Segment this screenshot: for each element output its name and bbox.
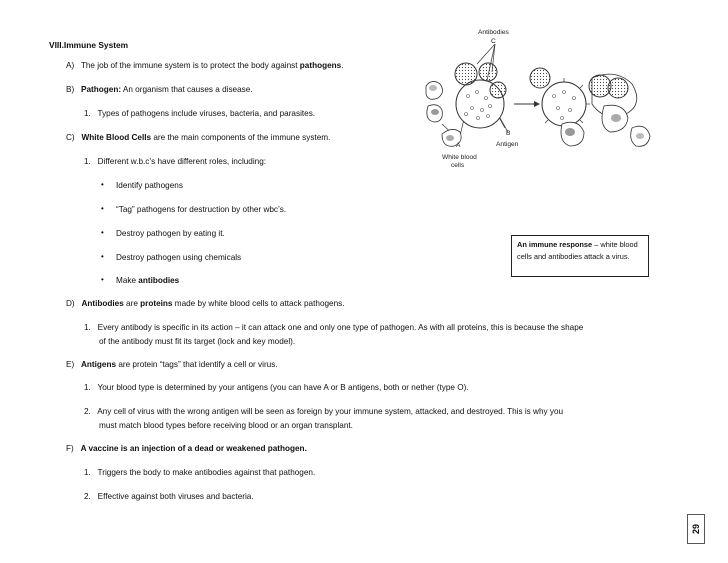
- item-e1: [84, 383, 469, 393]
- bullet-dot: •: [101, 228, 104, 237]
- item-e: [66, 360, 278, 370]
- item-f2: [84, 492, 254, 502]
- immune-response-diagram: [422, 24, 662, 184]
- item-a-bold: pathogens: [299, 61, 342, 70]
- item-e-text: are protein “tags” that identify a cell or virus.: [116, 360, 278, 369]
- item-c-text: are the main components of the immune system.: [151, 133, 331, 142]
- item-d1: [84, 323, 583, 333]
- item-c-bold: White Blood Cells: [81, 133, 152, 142]
- item-e2: [84, 407, 563, 417]
- callout-title: An immune response: [517, 240, 593, 249]
- label-antibodies: Antibodies: [478, 29, 509, 36]
- item-d1-line1: Every antibody is specific in its action – it can attack one and only one type of pathogen. As with all proteins, this is because the shape: [97, 323, 584, 332]
- item-f1: [84, 468, 315, 478]
- bullet-dot: •: [101, 252, 104, 261]
- item-d-mid: are: [123, 299, 141, 308]
- label-c: C: [491, 38, 496, 45]
- item-f2-text: Effective against both viruses and bacteria.: [97, 492, 254, 501]
- bullet-antibodies-text: Make: [116, 276, 139, 285]
- section-title: VIII.Immune System: [49, 40, 129, 50]
- bullet-dot: •: [101, 275, 104, 284]
- label-white-blood: White blood: [442, 154, 477, 161]
- immune-response-callout: [511, 235, 649, 277]
- item-d-bold-antibodies: Antibodies: [81, 299, 124, 308]
- item-f-bold: A vaccine is an injection of a dead or weakened pathogen.: [80, 444, 307, 453]
- item-a-marker: A): [66, 61, 75, 70]
- item-b1-marker: 1.: [84, 109, 91, 118]
- bullet-identify: Identify pathogens: [116, 181, 183, 190]
- item-c: [66, 133, 330, 143]
- bullet-dot: •: [101, 180, 104, 189]
- item-e2-line1: Any cell of virus with the wrong antigen will be seen as foreign by your immune system, attacked, and destroyed. This is why you: [97, 407, 564, 416]
- item-a-post: .: [341, 61, 344, 70]
- item-c1-text: Different w.b.c’s have different roles, including:: [97, 157, 267, 166]
- item-f: [66, 444, 307, 454]
- item-b1-text: Types of pathogens include viruses, bacteria, and parasites.: [97, 109, 316, 118]
- item-e-bold: Antigens: [81, 360, 117, 369]
- bullet-eat: Destroy pathogen by eating it.: [116, 229, 225, 238]
- item-c1-marker: 1.: [84, 157, 91, 166]
- item-f2-marker: 2.: [84, 492, 91, 501]
- item-e-marker: E): [66, 360, 75, 369]
- bullet-chemicals: Destroy pathogen using chemicals: [116, 253, 242, 262]
- item-e1-text: Your blood type is determined by your antigens (you can have A or B antigens, both or nether (type O).: [97, 383, 469, 392]
- label-b: B: [506, 130, 511, 137]
- item-b-marker: B): [66, 85, 75, 94]
- item-f-marker: F): [66, 444, 74, 453]
- page-number: [687, 514, 705, 544]
- item-c1: [84, 157, 266, 167]
- item-d1-line2: of the antibody must fit its target (lock and key model).: [99, 337, 296, 346]
- bullet-antibodies: [116, 276, 179, 286]
- item-d-text: made by white blood cells to attack pathogens.: [172, 299, 345, 308]
- item-b: [66, 85, 253, 95]
- item-e2-line2: must match blood types before receiving blood or an organ transplant.: [99, 421, 353, 430]
- bullet-dot: •: [101, 204, 104, 213]
- item-c-marker: C): [66, 133, 75, 142]
- item-b-text: An organism that causes a disease.: [121, 85, 253, 94]
- item-d-marker: D): [66, 299, 75, 308]
- item-a: [66, 61, 343, 71]
- item-b-bold: Pathogen:: [81, 85, 122, 94]
- bullet-tag: “Tag” pathogens for destruction by other wbc’s.: [116, 205, 287, 214]
- item-d-bold-proteins: proteins: [140, 299, 173, 308]
- item-d: [66, 299, 345, 309]
- label-a: A: [456, 142, 461, 149]
- bullet-antibodies-bold: antibodies: [138, 276, 180, 285]
- label-antigen: Antigen: [496, 141, 519, 148]
- item-b1: [84, 109, 315, 119]
- item-f1-text: Triggers the body to make antibodies against that pathogen.: [97, 468, 316, 477]
- page-number-text: 29: [690, 523, 701, 535]
- item-a-text: The job of the immune system is to protect the body against: [80, 61, 300, 70]
- label-cells: cells: [451, 162, 465, 169]
- item-e2-marker: 2.: [84, 407, 91, 416]
- item-d1-marker: 1.: [84, 323, 91, 332]
- item-f1-marker: 1.: [84, 468, 91, 477]
- callout-text: – white blood cells and antibodies attack a virus.: [517, 240, 638, 261]
- item-e1-marker: 1.: [84, 383, 91, 392]
